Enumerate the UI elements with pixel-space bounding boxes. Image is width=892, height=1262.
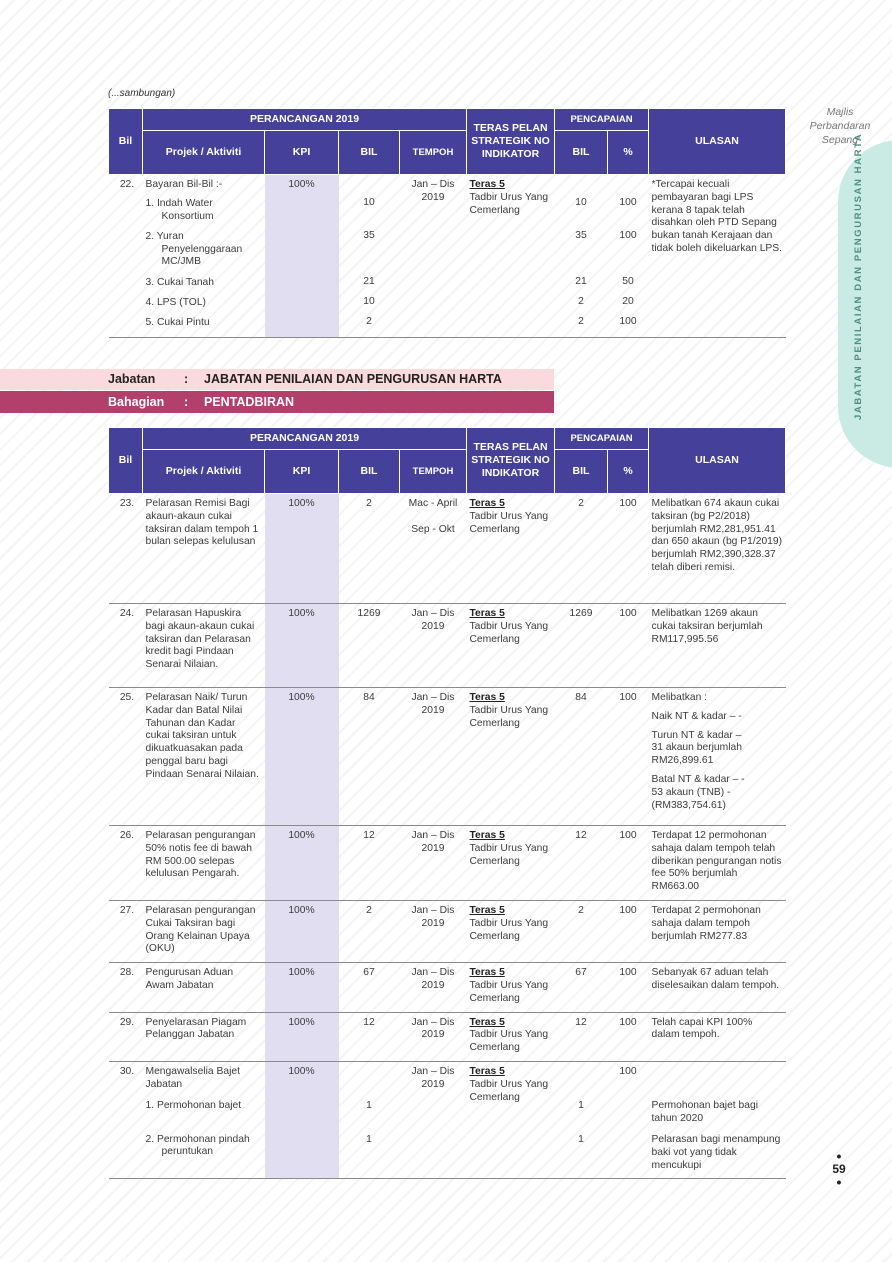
projek-cell: Pelarasan pengurangan Cukai Taksiran bagi Orang Kelainan Upaya (OKU)	[143, 900, 265, 962]
projek-cell	[143, 175, 265, 338]
row-number: 26.	[109, 826, 143, 901]
header-bil: Bil	[109, 428, 143, 494]
pct-value: 100	[619, 316, 637, 327]
pct-value: 50	[622, 276, 634, 287]
tempoh-cell: Jan – Dis 2019	[400, 826, 467, 901]
table-row	[109, 604, 786, 688]
pct-cell: 100	[608, 963, 649, 1012]
header-bil-col: BIL	[339, 450, 400, 494]
tempoh-cell: Jan – Dis 2019	[400, 900, 467, 962]
header-kpi: KPI	[265, 131, 339, 175]
corporate-line: Majlis	[826, 106, 854, 118]
page-number-value: 59	[832, 1162, 846, 1176]
bil-value: 35	[363, 230, 375, 241]
colon: :	[184, 372, 189, 386]
pct-cell: 100	[608, 1012, 649, 1061]
tempoh-cell: Jan – Dis 2019	[400, 963, 467, 1012]
tempoh-cell	[400, 494, 467, 604]
teras-desc: Tadbir Urus Yang Cemerlang	[469, 510, 549, 535]
teras-desc: Tadbir Urus Yang Cemerlang	[469, 1029, 549, 1054]
pbil-cell: 1269	[555, 604, 608, 688]
pbil-cell: 67	[555, 963, 608, 1012]
corporate-name	[800, 105, 880, 147]
bil-cell: 2	[339, 494, 400, 604]
header-projek: Projek / Aktiviti	[143, 450, 265, 494]
row-number: 22.	[109, 175, 143, 338]
pbil-cell: 2	[555, 494, 608, 604]
teras-desc: Tadbir Urus Yang Cemerlang	[469, 620, 549, 645]
pct-cell: 100	[608, 604, 649, 688]
ulasan-line: Turun NT & kadar – 31 akaun berjumlah RM26,899.61	[651, 729, 742, 767]
header-tempoh: TEMPOH	[400, 450, 467, 494]
projek-cell: Penyelarasan Piagam Pelanggan Jabatan	[143, 1012, 265, 1061]
list-item: 1. Permohonan bajet	[145, 1099, 242, 1111]
pbil-cell: 84	[555, 688, 608, 826]
corporate-line: Perbandaran	[809, 120, 871, 132]
bil-cell: 67	[339, 963, 400, 1012]
ulasan-cell: *Tercapai kecuali pembayaran bagi LPS kerana 8 tapak telah disahkan oleh PTD Sepang bukan tanah Kerajaan dan tidak boleh dikeluarkan LPS.	[649, 175, 786, 338]
kpi-cell: 100%	[265, 494, 339, 604]
ulasan-cell: Telah capai KPI 100% dalam tempoh.	[649, 1012, 786, 1061]
corporate-line: Sepang	[821, 134, 859, 146]
projek-cell: Pelarasan pengurangan 50% notis fee di bawah RM 500.00 selepas kelulusan Pengarah.	[143, 826, 265, 901]
teras-cell	[467, 175, 555, 338]
bahagian-banner	[0, 391, 554, 413]
teras-desc: Tadbir Urus Yang Cemerlang	[469, 917, 549, 942]
header-ulasan: ULASAN	[649, 109, 786, 175]
table-row	[109, 688, 786, 826]
header-kpi: KPI	[265, 450, 339, 494]
teras-cell	[467, 900, 555, 962]
teras-cell	[467, 1061, 555, 1178]
teras-label: Teras 5	[469, 1065, 505, 1077]
pbil-cell: 12	[555, 1012, 608, 1061]
ulasan-line: Batal NT & kadar – - 53 akaun (TNB) - (RM383,754.61)	[651, 773, 745, 811]
pbil-value: 2	[578, 316, 584, 327]
table-pentadbiran	[108, 427, 786, 1179]
ulasan-line: Naik NT & kadar – -	[651, 710, 742, 722]
projek-title: Mengawalselia Bajet Jabatan	[145, 1065, 240, 1090]
teras-cell	[467, 494, 555, 604]
bil-cell: 12	[339, 826, 400, 901]
dot-icon: •	[836, 1148, 842, 1164]
table-row	[109, 494, 786, 604]
list-item: 4. LPS (TOL)	[145, 296, 206, 308]
kpi-cell: 100%	[265, 175, 339, 338]
header-perancangan: PERANCANGAN 2019	[143, 109, 467, 131]
tempoh-cell: Jan – Dis 2019	[400, 1012, 467, 1061]
bil-value: 1	[366, 1099, 372, 1111]
teras-label: Teras 5	[469, 967, 505, 979]
list-item: 3. Cukai Tanah	[145, 276, 215, 288]
teras-desc: Tadbir Urus Yang Cemerlang	[469, 842, 549, 867]
teras-cell	[467, 963, 555, 1012]
pct-value: 20	[622, 296, 634, 307]
ulasan-cell: Melibatkan 674 akaun cukai taksiran (bg P2/2018) berjumlah RM2,281,951.41 dan 650 akaun (bg P1/2019) berjumlah RM2,390,328.37 telah diberi remisi.	[649, 494, 786, 604]
teras-cell	[467, 604, 555, 688]
kpi-cell: 100%	[265, 1012, 339, 1061]
table-continued	[108, 108, 786, 338]
row-number: 29.	[109, 1012, 143, 1061]
teras-label: Teras 5	[469, 179, 505, 190]
table-row	[109, 1061, 786, 1178]
pbil-cell: 12	[555, 826, 608, 901]
ulasan-line: Pelarasan bagi menampung baki vot yang tidak mencukupi	[651, 1133, 781, 1171]
ulasan-cell: Terdapat 12 permohonan sahaja dalam tempoh telah diberikan pengurangan notis fee 50% berjumlah RM663.00	[649, 826, 786, 901]
bil-cell	[339, 175, 400, 338]
header-pct: %	[608, 450, 649, 494]
pbil-value: 1	[578, 1133, 584, 1145]
teras-cell	[467, 826, 555, 901]
kpi-cell: 100%	[265, 900, 339, 962]
pct-cell: 100	[608, 900, 649, 962]
teras-label: Teras 5	[469, 692, 505, 703]
teras-desc: Tadbir Urus Yang Cemerlang	[469, 1078, 549, 1103]
pct-cell: 100	[608, 826, 649, 901]
pbil-value: 10	[575, 197, 587, 208]
kpi-cell: 100%	[265, 963, 339, 1012]
bil-cell	[339, 1061, 400, 1178]
kpi-cell: 100%	[265, 826, 339, 901]
kpi-cell: 100%	[265, 1061, 339, 1178]
teras-label: Teras 5	[469, 830, 505, 841]
teras-label: Teras 5	[469, 1016, 505, 1028]
header-bil: Bil	[109, 109, 143, 175]
header-bil-col: BIL	[339, 131, 400, 175]
tempoh-cell: Jan – Dis 2019	[400, 604, 467, 688]
table-row	[109, 1012, 786, 1061]
bil-value: 10	[363, 197, 375, 208]
side-tab-label: JABATAN PENILAIAN DAN PENGURUSAN HARTA	[853, 132, 864, 420]
ulasan-cell: Terdapat 2 permohonan sahaja dalam tempoh berjumlah RM277.83	[649, 900, 786, 962]
bil-cell: 12	[339, 1012, 400, 1061]
ulasan-cell: Sebanyak 67 aduan telah diselesaikan dalam tempoh.	[649, 963, 786, 1012]
header-perancangan: PERANCANGAN 2019	[143, 428, 467, 450]
row-number: 24.	[109, 604, 143, 688]
tempoh-cell: Jan – Dis 2019	[400, 1061, 467, 1178]
table-row	[109, 900, 786, 962]
projek-cell: Pengurusan Aduan Awam Jabatan	[143, 963, 265, 1012]
tempoh-cell: Jan – Dis 2019	[400, 175, 467, 338]
ulasan-cell	[649, 1061, 786, 1178]
row-number: 23.	[109, 494, 143, 604]
table-row	[109, 175, 786, 338]
pct-cell: 100	[608, 494, 649, 604]
pct-cell	[608, 175, 649, 338]
bil-value: 21	[363, 276, 375, 287]
projek-title: Bayaran Bil-Bil :-	[145, 179, 223, 190]
pct-value: 100	[619, 197, 637, 208]
header-pct: %	[608, 131, 649, 175]
pbil-cell	[555, 175, 608, 338]
jabatan-value: JABATAN PENILAIAN DAN PENGURUSAN HARTA	[204, 372, 502, 386]
tempoh-value: Sep - Okt	[411, 523, 455, 535]
table-row	[109, 963, 786, 1012]
bahagian-label: Bahagian	[108, 395, 165, 409]
teras-desc: Tadbir Urus Yang Cemerlang	[469, 979, 549, 1004]
teras-cell	[467, 1012, 555, 1061]
ulasan-line: Permohonan bajet bagi tahun 2020	[651, 1099, 758, 1124]
list-item: 2. Permohonan pindah peruntukan	[145, 1133, 250, 1158]
kpi-cell: 100%	[265, 688, 339, 826]
row-number: 28.	[109, 963, 143, 1012]
header-pbil: BIL	[555, 450, 608, 494]
bil-cell: 2	[339, 900, 400, 962]
pct-value: 100	[619, 230, 637, 241]
teras-label: Teras 5	[469, 608, 505, 619]
pbil-value: 2	[578, 296, 584, 307]
jabatan-label: Jabatan	[108, 372, 156, 386]
pbil-cell: 2	[555, 900, 608, 962]
teras-desc: Tadbir Urus Yang Cemerlang	[469, 704, 549, 729]
teras-label: Teras 5	[469, 904, 505, 916]
projek-cell: Pelarasan Hapuskira bagi akaun-akaun cukai taksiran dan Pelarasan kredit bagi Pindaan Senarai Nilaian.	[143, 604, 265, 688]
header-pencapaian: PENCAPAIAN	[555, 428, 649, 450]
bahagian-value: PENTADBIRAN	[204, 395, 295, 409]
header-pbil: BIL	[555, 131, 608, 175]
continued-label: (...sambungan)	[108, 88, 176, 99]
page-number	[828, 1148, 850, 1190]
kpi-cell: 100%	[265, 604, 339, 688]
side-tab	[838, 140, 892, 468]
header-projek: Projek / Aktiviti	[143, 131, 265, 175]
row-number: 30.	[109, 1061, 143, 1178]
header-pencapaian: PENCAPAIAN	[555, 109, 649, 131]
teras-label: Teras 5	[469, 498, 505, 509]
ulasan-cell: Melibatkan 1269 akaun cukai taksiran berjumlah RM117,995.56	[649, 604, 786, 688]
row-number: 27.	[109, 900, 143, 962]
list-item: 1. Indah Water Konsortium	[145, 197, 214, 222]
pct-cell: 100	[608, 1061, 649, 1178]
colon: :	[184, 395, 189, 409]
bil-cell: 84	[339, 688, 400, 826]
header-teras: TERAS PELAN STRATEGIK NO INDIKATOR	[467, 428, 555, 494]
ulasan-line: Melibatkan :	[651, 692, 708, 703]
bil-cell: 1269	[339, 604, 400, 688]
teras-cell	[467, 688, 555, 826]
teras-desc: Tadbir Urus Yang Cemerlang	[469, 191, 549, 216]
jabatan-banner	[0, 369, 554, 390]
tempoh-value: Mac - April	[408, 498, 458, 509]
list-item: 2. Yuran Penyelenggaraan MC/JMB	[145, 230, 243, 268]
bil-value: 2	[366, 316, 372, 327]
ulasan-cell	[649, 688, 786, 826]
pbil-value: 21	[575, 276, 587, 287]
bil-value: 1	[366, 1133, 372, 1145]
projek-cell: Pelarasan Remisi Bagi akaun-akaun cukai taksiran dalam tempoh 1 bulan selepas kelulusan	[143, 494, 265, 604]
dot-icon: •	[836, 1174, 842, 1190]
header-ulasan: ULASAN	[649, 428, 786, 494]
pbil-value: 35	[575, 230, 587, 241]
header-tempoh: TEMPOH	[400, 131, 467, 175]
header-teras: TERAS PELAN STRATEGIK NO INDIKATOR	[467, 109, 555, 175]
pbil-cell	[555, 1061, 608, 1178]
pct-cell: 100	[608, 688, 649, 826]
projek-cell: Pelarasan Naik/ Turun Kadar dan Batal Nilai Tahunan dan Kadar cukai taksiran untuk dikuatkuasakan pada penggal baru bagi Pindaan Senarai Nilaian.	[143, 688, 265, 826]
tempoh-cell: Jan – Dis 2019	[400, 688, 467, 826]
list-item: 5. Cukai Pintu	[145, 316, 210, 328]
table-row	[109, 826, 786, 901]
pbil-value: 1	[578, 1099, 584, 1111]
row-number: 25.	[109, 688, 143, 826]
projek-cell	[143, 1061, 265, 1178]
bil-value: 10	[363, 296, 375, 307]
